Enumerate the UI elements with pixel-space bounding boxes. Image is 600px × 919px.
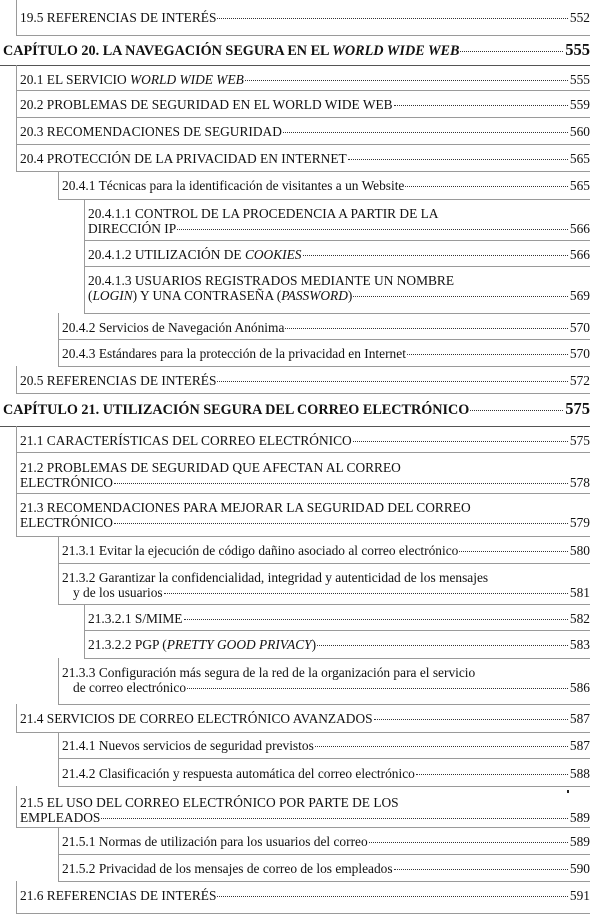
toc-entry-line — [62, 570, 590, 585]
toc-entry-title — [20, 433, 352, 448]
entry-separator — [16, 393, 590, 394]
dot-leader — [217, 381, 568, 382]
toc-entry-line — [20, 124, 590, 139]
toc-entry-title — [88, 221, 176, 236]
entry-separator — [58, 604, 590, 605]
toc-entry-title — [20, 475, 113, 490]
dot-leader — [217, 18, 568, 19]
toc-entry-line — [20, 97, 590, 112]
toc-entry — [62, 834, 590, 849]
entry-left-border — [58, 827, 59, 854]
toc-entry-line — [62, 834, 590, 849]
title-fragment: 20.5 REFERENCIAS DE INTERÉS — [20, 373, 217, 388]
toc-entry-title — [88, 611, 183, 626]
dot-leader — [283, 132, 568, 133]
toc-entry-line — [20, 151, 590, 166]
title-fragment: PRETTY GOOD PRIVACY — [166, 637, 312, 652]
toc-entry — [88, 637, 590, 652]
toc-entry — [20, 72, 590, 87]
page-number: 570 — [569, 346, 590, 361]
entry-left-border — [58, 313, 59, 339]
entry-left-border — [16, 65, 17, 90]
toc-entry — [20, 888, 590, 903]
toc-entry — [20, 500, 590, 530]
title-fragment: de correo electrónico — [73, 680, 187, 695]
entry-left-border — [16, 493, 17, 536]
dot-leader — [114, 483, 568, 484]
toc-entry — [62, 766, 590, 781]
title-fragment: 20.4.1.1 CONTROL DE LA PROCEDENCIA A PARTIR DE LA — [88, 206, 439, 221]
entry-separator — [16, 144, 590, 145]
toc-entry-title — [88, 206, 438, 221]
title-fragment: 19.5 REFERENCIAS DE INTERÉS — [20, 10, 217, 25]
title-fragment: ELECTRÓNICO — [20, 515, 113, 530]
toc-entry-title — [20, 460, 401, 475]
page-number: 552 — [569, 10, 590, 25]
toc-entry-line — [88, 273, 590, 288]
entry-left-border — [16, 117, 17, 144]
title-fragment: 21.5 EL USO DEL CORREO ELECTRÓNICO POR PARTE DE LOS — [20, 795, 399, 810]
toc-entry-title — [20, 500, 471, 515]
page-number: 581 — [569, 585, 590, 600]
toc-entry — [20, 460, 590, 490]
toc-entry — [62, 861, 590, 876]
page-number: 565 — [569, 178, 590, 193]
title-fragment: 20.4 PROTECCIÓN DE LA PRIVACIDAD EN INTERNET — [20, 151, 347, 166]
title-fragment: ) — [311, 637, 317, 652]
page-number: 566 — [569, 247, 590, 262]
toc-entry-title — [88, 637, 316, 652]
toc-entry-line — [20, 10, 590, 25]
entry-separator — [0, 65, 590, 66]
title-fragment: 21.4.1 Nuevos servicios de seguridad previstos — [62, 738, 314, 753]
toc-entry — [20, 10, 590, 25]
toc-entry-title — [62, 861, 393, 876]
toc-entry-line — [88, 637, 590, 652]
toc-entry — [88, 273, 590, 303]
title-fragment: 21.5.2 Privacidad de los mensajes de correo de los empleados — [62, 861, 393, 876]
toc-entry-title — [73, 585, 163, 600]
title-fragment: 21.3 RECOMENDACIONES PARA MEJORAR LA SEGURIDAD DEL CORREO — [20, 500, 471, 515]
entry-separator — [84, 313, 590, 314]
dot-leader — [164, 593, 568, 594]
chapter-heading — [3, 41, 590, 60]
toc-entry — [62, 665, 590, 695]
toc-entry-title — [73, 680, 186, 695]
page-number: 570 — [569, 320, 590, 335]
title-fragment: CAPÍTULO 20. LA NAVEGACIÓN SEGURA EN EL — [3, 43, 333, 59]
page-number: 580 — [569, 543, 590, 558]
entry-left-border — [58, 658, 59, 704]
entry-separator — [84, 630, 590, 631]
page-number: 555 — [569, 72, 590, 87]
title-fragment: CAPÍTULO 21. UTILIZACIÓN SEGURA DEL CORREO ELECTRÓNICO — [3, 402, 470, 418]
dot-leader — [177, 229, 568, 230]
entry-separator — [16, 913, 590, 914]
dot-leader — [317, 645, 568, 646]
dot-leader — [245, 80, 568, 81]
page-number: 559 — [569, 97, 590, 112]
toc-entry-title — [62, 543, 458, 558]
toc-entry-title — [62, 346, 406, 361]
dot-leader — [416, 774, 568, 775]
entry-left-border — [16, 90, 17, 117]
toc-entry-title — [88, 247, 302, 262]
page-number: 578 — [569, 475, 590, 490]
entry-separator — [16, 90, 590, 91]
toc-entry-title — [20, 10, 216, 25]
title-fragment: 21.2 PROBLEMAS DE SEGURIDAD QUE AFECTAN AL CORREO — [20, 460, 401, 475]
page-number: 586 — [569, 680, 590, 695]
toc-entry-line — [62, 680, 590, 695]
toc-entry — [20, 124, 590, 139]
page-number: 565 — [569, 151, 590, 166]
dot-leader — [407, 354, 568, 355]
title-fragment: 21.6 REFERENCIAS DE INTERÉS — [20, 888, 217, 903]
title-fragment: 20.2 PROBLEMAS DE SEGURIDAD EN EL WORLD WIDE WEB — [20, 97, 393, 112]
toc-entry-title — [20, 97, 393, 112]
entry-separator — [0, 426, 590, 427]
page-number: 555 — [565, 40, 590, 59]
entry-left-border — [16, 0, 17, 35]
entry-left-border — [58, 536, 59, 563]
toc-entry-title — [20, 373, 216, 388]
page-number: 589 — [569, 834, 590, 849]
toc-entry-title — [88, 273, 454, 288]
dot-leader — [353, 441, 568, 442]
toc-entry — [62, 570, 590, 600]
entry-separator — [58, 786, 590, 787]
entry-left-border — [84, 266, 85, 313]
entry-left-border — [84, 240, 85, 266]
entry-left-border — [16, 366, 17, 393]
toc-entry-line — [20, 500, 590, 515]
entry-separator — [58, 366, 590, 367]
entry-left-border — [58, 854, 59, 881]
title-fragment: DIRECCIÓN IP — [88, 221, 177, 236]
title-fragment: ELECTRÓNICO — [20, 475, 113, 490]
dot-leader — [374, 719, 568, 720]
title-fragment: 21.3.1 Evitar la ejecución de código dañino asociado al correo electrónico — [62, 543, 459, 558]
entry-separator — [16, 493, 590, 494]
toc-entry-line — [62, 766, 590, 781]
title-fragment: EMPLEADOS — [20, 810, 101, 825]
title-fragment: y de los usuarios — [73, 585, 163, 600]
toc-entry-line — [20, 433, 590, 448]
entry-left-border — [84, 630, 85, 658]
toc-entry — [20, 795, 590, 825]
toc-entry — [88, 247, 590, 262]
page-number: 588 — [569, 766, 590, 781]
dot-leader — [217, 896, 568, 897]
toc-entry-title — [62, 665, 475, 680]
toc-entry — [62, 738, 590, 753]
toc-entry-line — [62, 320, 590, 335]
toc-entry-title — [20, 810, 100, 825]
title-fragment: 20.4.3 Estándares para la protección de la privacidad en Internet — [62, 346, 406, 361]
toc-entry-title — [3, 402, 469, 419]
title-fragment: LOGIN — [92, 288, 133, 303]
page-number: 587 — [569, 738, 590, 753]
toc-entry-title — [20, 151, 347, 166]
page-number: 569 — [569, 288, 590, 303]
entry-left-border — [58, 732, 59, 758]
title-fragment: 20.1 EL SERVICIO — [20, 72, 131, 87]
toc-entry-line — [20, 711, 590, 726]
toc-entry-line — [20, 460, 590, 475]
toc-entry — [62, 178, 590, 193]
toc-entry-line — [88, 611, 590, 626]
toc-entry-line — [62, 665, 590, 680]
page-number: 560 — [569, 124, 590, 139]
dot-leader — [394, 869, 568, 870]
chapter-heading — [3, 400, 590, 419]
entry-separator — [58, 854, 590, 855]
dot-leader — [470, 410, 563, 411]
toc-entry-title — [62, 834, 368, 849]
scan-speck — [567, 790, 569, 793]
dot-leader — [101, 818, 568, 819]
entry-left-border — [58, 339, 59, 366]
page-number: 566 — [569, 221, 590, 236]
toc-entry — [62, 346, 590, 361]
title-fragment: WORLD WIDE WEB — [332, 43, 460, 59]
toc-entry — [20, 373, 590, 388]
toc-entry — [62, 543, 590, 558]
page-number: 575 — [565, 399, 590, 418]
toc-entry-title — [62, 320, 284, 335]
toc-entry — [20, 711, 590, 726]
title-fragment: ( — [88, 288, 93, 303]
toc-entry-title — [62, 570, 488, 585]
page-number: 590 — [569, 861, 590, 876]
toc-entry — [20, 151, 590, 166]
entry-separator — [16, 827, 590, 828]
dot-leader — [405, 186, 568, 187]
toc-entry-line — [88, 206, 590, 221]
toc-entry-title — [88, 288, 352, 303]
entry-separator — [16, 117, 590, 118]
toc-entry-title — [20, 124, 282, 139]
title-fragment: 21.4.2 Clasificación y respuesta automática del correo electrónico — [62, 766, 415, 781]
page-number: 587 — [569, 711, 590, 726]
entry-left-border — [16, 786, 17, 827]
dot-leader — [459, 551, 568, 552]
toc-entry-line — [3, 400, 590, 419]
page-number: 591 — [569, 888, 590, 903]
title-fragment: ) — [347, 288, 353, 303]
title-fragment: 20.4.2 Servicios de Navegación Anónima — [62, 320, 285, 335]
toc-entry-line — [62, 178, 590, 193]
page-number: 582 — [569, 611, 590, 626]
entry-separator — [16, 35, 590, 36]
page-number: 575 — [569, 433, 590, 448]
entry-separator — [58, 704, 590, 705]
toc-entry-line — [20, 810, 590, 825]
entry-left-border — [16, 426, 17, 452]
entry-separator — [58, 199, 590, 200]
toc-entry-line — [88, 288, 590, 303]
dot-leader — [187, 688, 568, 689]
title-fragment: PASSWORD — [281, 288, 348, 303]
title-fragment: COOKIES — [244, 247, 302, 262]
page-number: 589 — [569, 810, 590, 825]
page-number: 572 — [569, 373, 590, 388]
dot-leader — [114, 523, 568, 524]
toc-entry-title — [20, 72, 244, 87]
title-fragment: ) Y UNA CONTRASEÑA ( — [132, 288, 282, 303]
title-fragment: 20.3 RECOMENDACIONES DE SEGURIDAD — [20, 124, 282, 139]
toc-entry-title — [3, 43, 459, 60]
entry-separator — [58, 758, 590, 759]
entry-left-border — [16, 881, 17, 913]
title-fragment: WORLD WIDE WEB — [130, 72, 244, 87]
toc-entry — [62, 320, 590, 335]
toc-entry-line — [20, 72, 590, 87]
page-number: 583 — [569, 637, 590, 652]
entry-separator — [58, 339, 590, 340]
page-number: 579 — [569, 515, 590, 530]
entry-separator — [84, 658, 590, 659]
toc-entry-title — [20, 711, 373, 726]
title-fragment: 20.4.1.3 USUARIOS REGISTRADOS MEDIANTE UN NOMBRE — [88, 273, 455, 288]
dot-leader — [353, 296, 568, 297]
toc-entry-line — [20, 888, 590, 903]
title-fragment: 21.3.3 Configuración más segura de la red de la organización para el servicio — [62, 665, 476, 680]
dot-leader — [303, 255, 568, 256]
title-fragment: 21.5.1 Normas de utilización para los usuarios del correo — [62, 834, 368, 849]
toc-entry-title — [62, 738, 314, 753]
toc-entry-line — [62, 585, 590, 600]
toc-entry-line — [62, 543, 590, 558]
entry-separator — [16, 536, 590, 537]
entry-separator — [84, 240, 590, 241]
title-fragment: 21.4 SERVICIOS DE CORREO ELECTRÓNICO AVANZADOS — [20, 711, 373, 726]
toc-entry-line — [3, 41, 590, 60]
title-fragment: 21.3.2 Garantizar la confidencialidad, integridad y autenticidad de los mensajes — [62, 570, 489, 585]
toc-entry-line — [62, 346, 590, 361]
entry-left-border — [16, 704, 17, 732]
toc-entry — [88, 206, 590, 236]
entry-left-border — [16, 144, 17, 171]
toc-entry-title — [62, 178, 404, 193]
toc-entry-line — [62, 861, 590, 876]
entry-separator — [84, 266, 590, 267]
toc-entry-line — [20, 475, 590, 490]
dot-leader — [460, 51, 563, 52]
toc-entry-line — [20, 373, 590, 388]
dot-leader — [394, 105, 568, 106]
toc-entry-title — [62, 766, 415, 781]
toc-entry-line — [20, 795, 590, 810]
title-fragment: 20.4.1 Técnicas para la identificación de visitantes a un Website — [62, 178, 405, 193]
entry-left-border — [84, 199, 85, 240]
dot-leader — [369, 842, 568, 843]
dot-leader — [315, 746, 568, 747]
entry-separator — [16, 171, 590, 172]
dot-leader — [184, 619, 568, 620]
entry-separator — [16, 452, 590, 453]
toc-entry — [88, 611, 590, 626]
toc-entry-title — [20, 888, 216, 903]
dot-leader — [285, 328, 568, 329]
entry-left-border — [58, 171, 59, 199]
toc-entry-line — [88, 221, 590, 236]
entry-separator — [16, 732, 590, 733]
entry-left-border — [16, 452, 17, 493]
entry-left-border — [58, 563, 59, 604]
dot-leader — [348, 159, 568, 160]
toc-entry — [20, 433, 590, 448]
entry-separator — [58, 881, 590, 882]
title-fragment: 21.1 CARACTERÍSTICAS DEL CORREO ELECTRÓNICO — [20, 433, 352, 448]
toc-entry-title — [20, 795, 399, 810]
entry-left-border — [84, 604, 85, 630]
title-fragment: 21.3.2.1 S/MIME — [88, 611, 183, 626]
toc-entry-line — [62, 738, 590, 753]
title-fragment: 20.4.1.2 UTILIZACIÓN DE — [88, 247, 245, 262]
toc-entry-title — [20, 515, 113, 530]
toc-entry-line — [20, 515, 590, 530]
toc-entry — [20, 97, 590, 112]
title-fragment: 21.3.2.2 PGP ( — [88, 637, 167, 652]
entry-left-border — [58, 758, 59, 786]
entry-separator — [58, 563, 590, 564]
toc-entry-line — [88, 247, 590, 262]
